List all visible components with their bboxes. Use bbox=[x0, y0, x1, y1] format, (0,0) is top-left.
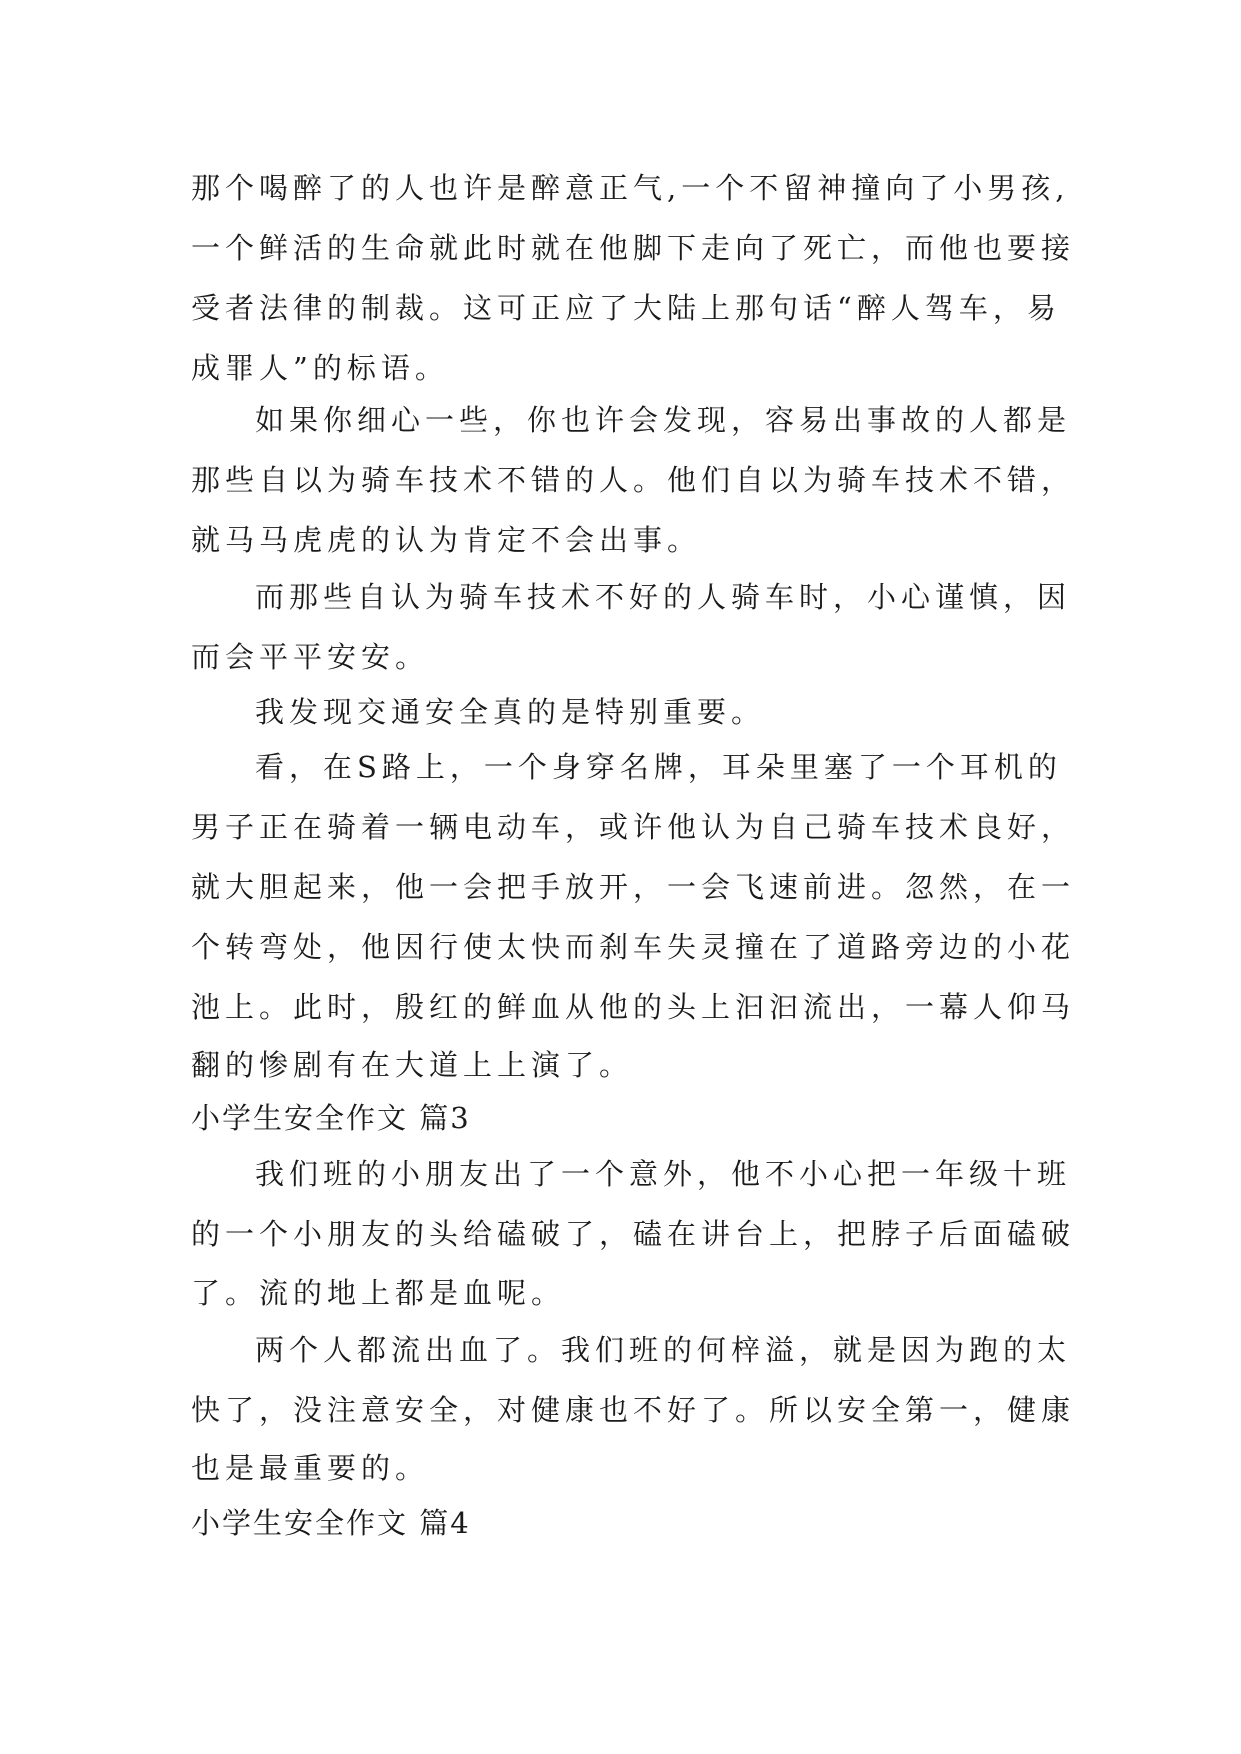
text-line: 男子正在骑着一辆电动车，或许他认为自己骑车技术良好， bbox=[191, 810, 1076, 844]
paragraph-start-line: 我发现交通安全真的是特别重要。 bbox=[255, 695, 766, 729]
text-line: 成罪人”的标语。 bbox=[191, 351, 449, 385]
text-line: 池上。此时，殷红的鲜血从他的头上汩汩流出，一幕人仰马 bbox=[191, 990, 1076, 1024]
text-line: 那些自以为骑车技术不错的人。他们自以为骑车技术不错， bbox=[191, 463, 1076, 497]
text-line: 快了，没注意安全，对健康也不好了。所以安全第一，健康 bbox=[191, 1393, 1076, 1427]
text-line: 翻的惨剧有在大道上上演了。 bbox=[191, 1048, 634, 1082]
text-line: 的一个小朋友的头给磕破了，磕在讲台上，把脖子后面磕破 bbox=[191, 1217, 1076, 1251]
text-line: 就马马虎虎的认为肯定不会出事。 bbox=[191, 523, 702, 557]
section-heading: 小学生安全作文 篇3 bbox=[191, 1101, 471, 1135]
text-line: 而会平平安安。 bbox=[191, 640, 430, 674]
paragraph-start-line: 看，在S路上，一个身穿名牌，耳朵里塞了一个耳机的 bbox=[255, 750, 1062, 784]
paragraph-start-line: 两个人都流出血了。我们班的何梓溢，就是因为跑的太 bbox=[255, 1333, 1072, 1367]
text-line: 也是最重要的。 bbox=[191, 1451, 430, 1485]
paragraph-start-line: 我们班的小朋友出了一个意外，他不小心把一年级十班 bbox=[255, 1157, 1072, 1191]
text-line: 一个鲜活的生命就此时就在他脚下走向了死亡，而他也要接 bbox=[191, 231, 1076, 265]
text-line: 了。流的地上都是血呢。 bbox=[191, 1276, 566, 1310]
section-heading: 小学生安全作文 篇4 bbox=[191, 1506, 471, 1540]
paragraph-start-line: 而那些自认为骑车技术不好的人骑车时，小心谨慎，因 bbox=[255, 580, 1072, 614]
paragraph-start-line: 如果你细心一些，你也许会发现，容易出事故的人都是 bbox=[255, 403, 1072, 437]
text-line: 那个喝醉了的人也许是醉意正气,一个不留神撞向了小男孩, bbox=[191, 171, 1070, 205]
text-line: 个转弯处，他因行使太快而刹车失灵撞在了道路旁边的小花 bbox=[191, 930, 1076, 964]
text-line: 受者法律的制裁。这可正应了大陆上那句话“醉人驾车，易 bbox=[191, 291, 1061, 325]
text-line: 就大胆起来，他一会把手放开，一会飞速前进。忽然，在一 bbox=[191, 870, 1076, 904]
